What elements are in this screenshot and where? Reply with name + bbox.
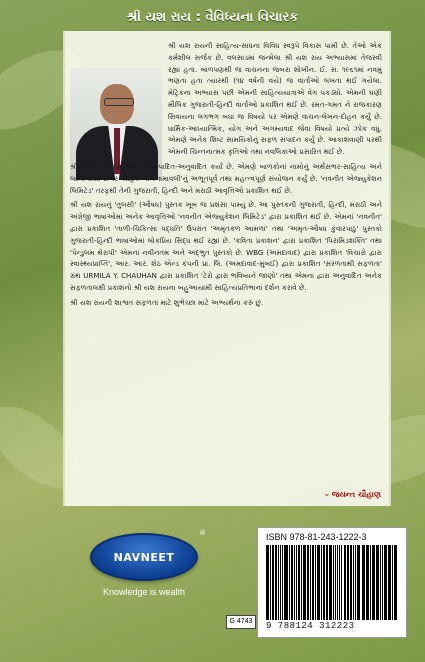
product-code: G 4743 xyxy=(226,615,256,629)
signature: – જયન્ત ચૌહાણ xyxy=(324,490,381,499)
barcode-bar xyxy=(282,545,283,620)
barcode-bar xyxy=(327,545,328,620)
barcode-bar xyxy=(284,545,286,620)
barcode-bar xyxy=(291,545,293,620)
paragraph-3: શ્રી યશ રાયનું 'તુલસી' (ઔષધ) પુસ્તક ખૂબ જ પ્રશંસા પામ્યું છે. આ પુસ્તકની ગુજરાતી, હિન્દી, મરાઠી અને અંગ્રેજી ભાષાઓમાં અનેક આવૃત્તિઓ 'નવનીત એજ્યુકેશન લિમિટેડ' દ્વારા પ્રકાશિત થઈ છે. એમનાં 'નવનીત' દ્વારા પ્રકાશિત 'તાળી-ચિકિત્સા પદ્ધતિ' ઉપરાંત 'અમૃતકળ આમળાં' તથા 'અમૃત-ઔષધ કુંવારપાઠું' પુસ્તકો ગુજરાતી-હિન્દી ભાષાઓમાં લોકપ્રિય સિદ્ધ થઈ રહ્યાં છે. 'કવિતા પ્રકાશન' દ્વારા પ્રકાશિત 'પિરામિડશક્તિ' તથા 'પેન્ડુલમ થેરાપી' એમનાં નવીનતમ અને અદ્ભુત પુસ્તકો છે. WBG (અમદાવાદ) દ્વારા પ્રકાશિત 'વિચારો દ્વારા સ્વાસ્થ્યપ્રાપ્તિ', આર. આર. શેઠ એન્ડ કંપની પ્રા. લિ. (અમદાવાદ-મુંબઈ) દ્વારા પ્રકાશિત 'સરળતાથી સફળતા' ગ્રંથ URMILA Y. CHAUHAN દ્વારા પ્રકાશિત 'ટેરો દ્વારા ભવિષ્યને જાણો' તથા એમના દ્વારા અનુવાદિત અનેક સફળતાલક્ષી પ્રકાશનો શ્રી યશ રાયના બહુઆયામી સાહિત્યપ્રતિભાનાં દર્શન કરાવે છે. xyxy=(70,200,382,292)
barcode-bar xyxy=(268,545,269,620)
paragraph-1: શ્રી યશ રાયની સાહિત્ય-સાધના વિવિધ સ્વરૂપે વિકાસ પામી છે. તેઓ એક કર્મશીલ સર્જક છે. વલસાડમાં જન્મેલા શ્રી યશ રાય અભ્યાસમાં તેજસ્વી રહ્યા હતા. બાળપણથી જ વાચનના જબરા શોખીન. ઈ. સ. ૧૯૬૧માં નવમું ભણતા હતા ત્યારથી (૧૪ વર્ષની વયે) જ વાર્તાઓ લખતા થઈ ગયેલા. મેટ્રિકના અભ્યાસ પછી એમની સાહિત્યયાત્રાએ વેગ પકડ્યો. એમની ઘણી મૌલિક ગુજરાતી-હિન્દી વાર્તાઓ પ્રકાશિત થઈ છે. રમત-ગમત ને રાજકારણ સિવાયના લગભગ બધા જ વિષયો પર એમણે વાચન-લેખન-દોહન કર્યું છે. ધાર્મિક-આધ્યાત્મિક, યોગ અને અગમ્યવાદ જેવા વિષયો પ્રત્યે ઝોક વધુ. એમણે અનેક શિષ્ટ સામયિકોનું સફળ સંપાદન કર્યું છે. આકાશવાણી પરથી એમની ચિન્તનાત્મક કૃતિઓ તથા નવલિકાઓ પ્રસારિત થઈ છે. xyxy=(168,41,382,157)
barcode-bar xyxy=(272,545,274,620)
isbn-box xyxy=(257,527,407,638)
publisher-tagline: Knowledge is wealth xyxy=(102,587,186,597)
navneet-logo xyxy=(90,533,198,581)
barcode-bar xyxy=(335,545,337,620)
barcode-bar xyxy=(298,545,300,620)
barcode-bar xyxy=(315,545,316,620)
paragraph-2: શ્રી યશ રાયે ઘણાં પુસ્તકો સમ્પાદિત-અનુવાદિત કર્યાં છે. એમણે બાળકોનાં નામોનું અર્થસભર-સાહિત્ય અને લાલિત્યથી સભર 'મોહક બાળનામાવલી'નું અભૂતપૂર્વ તથા મહત્ત્વપૂર્ણ સંયોજન કર્યું છે. 'નવનીત એજ્યુકેશન લિમિટેડ' તરફથી તેની ગુજરાતી, હિન્દી અને મરાઠી આવૃત્તિઓ પ્રકાશિત થઈ છે. xyxy=(70,161,382,195)
barcode-bar xyxy=(275,545,277,620)
barcode-bar xyxy=(323,545,325,620)
cover-title: શ્રી યશ રાય : વૈવિધ્યના વિચારક xyxy=(126,10,299,25)
barcode-bar xyxy=(301,545,302,620)
barcode-bar xyxy=(366,545,368,620)
barcode-bar xyxy=(307,545,309,620)
barcode-bar xyxy=(347,545,349,620)
barcode-bar xyxy=(329,545,331,620)
registered-mark: ® xyxy=(199,529,206,537)
barcode-bar xyxy=(296,545,297,620)
barcode-bar xyxy=(337,545,338,620)
barcode-bar xyxy=(310,545,311,620)
publisher-logo-block xyxy=(66,525,222,635)
barcode-bar xyxy=(395,545,397,620)
barcode-bar xyxy=(368,545,369,620)
barcode-bar xyxy=(392,545,393,620)
barcode-bar xyxy=(318,545,320,620)
barcode-bar xyxy=(377,545,379,620)
barcode-bar xyxy=(388,545,390,620)
biography-text xyxy=(70,40,382,312)
isbn-label: ISBN 978-81-243-1222-3 xyxy=(266,532,367,542)
barcode-bar xyxy=(350,545,352,620)
barcode-bar xyxy=(357,545,359,620)
barcode-bar xyxy=(345,545,346,620)
barcode-bar xyxy=(382,545,383,620)
barcode-bar xyxy=(278,545,279,620)
barcode-bar xyxy=(333,545,334,620)
paragraph-4: શ્રી યશ રાયની શાશ્વત સફળતા માટે શુભેચ્છા માટે અભ્યર્થના કરું છું. xyxy=(70,297,264,307)
barcode-number: 9 788124 312223 xyxy=(266,621,355,631)
barcode-bar xyxy=(355,545,356,620)
barcode-bar xyxy=(359,545,360,620)
barcode-bar xyxy=(363,545,365,620)
barcode-bar xyxy=(386,545,387,620)
barcode-bar xyxy=(384,545,386,620)
barcode-bar xyxy=(286,545,288,620)
logo-text: NAVNEET xyxy=(113,550,175,564)
barcode xyxy=(266,545,398,620)
barcode-bar xyxy=(372,545,374,620)
barcode-bar xyxy=(341,545,343,620)
barcode-bar xyxy=(312,545,314,620)
barcode-bar xyxy=(266,545,268,620)
barcode-bar xyxy=(304,545,306,620)
